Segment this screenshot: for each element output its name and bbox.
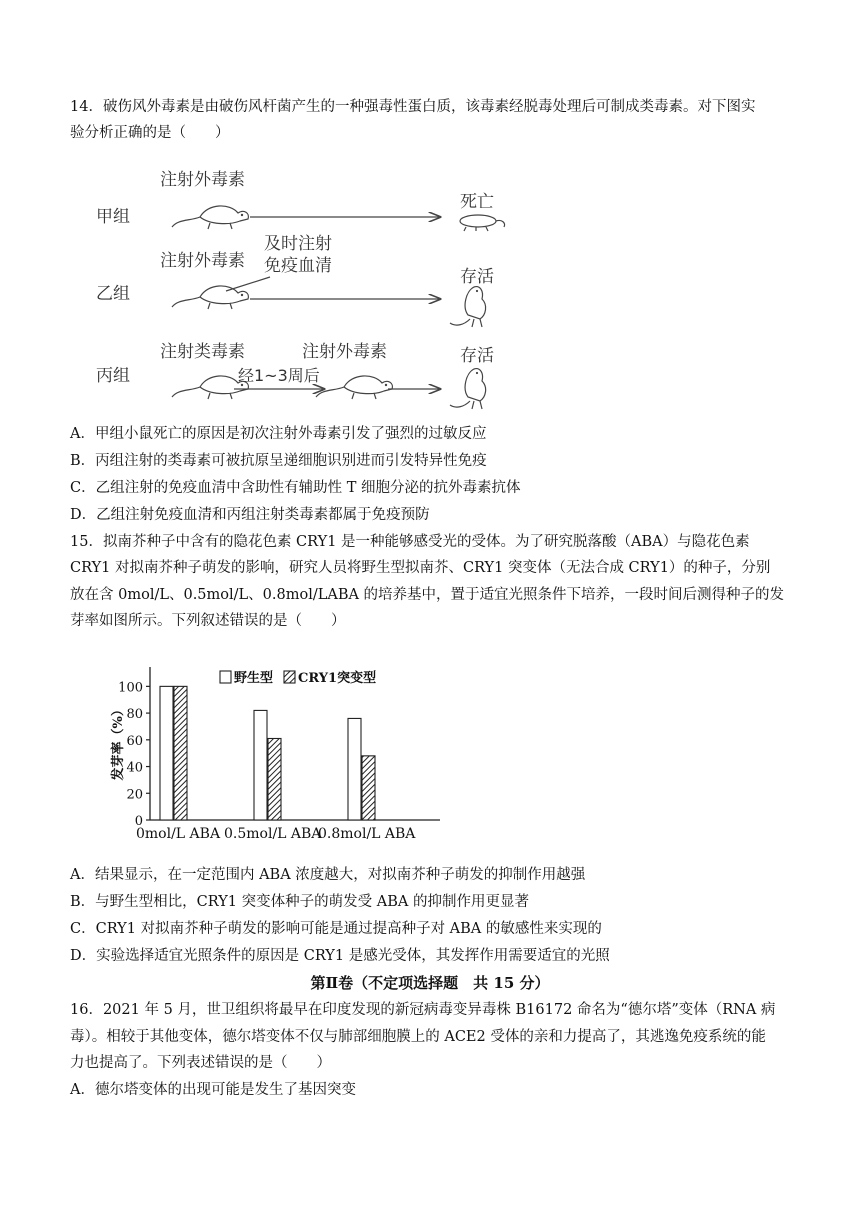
chart-y-tick-label: 40 [126, 760, 143, 776]
group-yi-step1: 注射外毒素 [160, 251, 245, 271]
chart-y-tick-label: 60 [126, 733, 143, 749]
mouse-icon [172, 206, 248, 229]
bar-cry1-mutant [174, 686, 187, 820]
q14-stem-line1: 14．破伤风外毒素是由破伤风杆菌产生的一种强毒性蛋白质，该毒素经脱毒处理后可制成类毒素。对下图实 [70, 99, 756, 115]
chart-category-label: 0.5mol/L ABA [224, 826, 322, 842]
q15-option-c: C．CRY1 对拟南芥种子萌发的影响可能是通过提高种子对 ABA 的敏感性来实现的 [70, 921, 602, 937]
alive-mouse-icon [450, 369, 486, 409]
q16-option-a: A．德尔塔变体的出现可能是发生了基因突变 [70, 1082, 356, 1098]
group-bing-step2: 注射外毒素 [302, 342, 387, 362]
group-yi-label: 乙组 [96, 284, 130, 304]
q16-stem-line2: 毒）。相较于其他变体，德尔塔变体不仅与肺部细胞膜上的 ACE2 受体的亲和力提高了，其逃逸免疫系统的能 [70, 1029, 766, 1045]
q16-stem-line1: 16．2021 年 5 月，世卫组织将最早在印度发现的新冠病毒变异毒株 B16172 命名为“德尔塔”变体（RNA 病 [70, 1002, 776, 1018]
bar-wild-type [348, 718, 361, 820]
dead-mouse-icon [460, 215, 505, 231]
mouse-icon [172, 286, 248, 309]
q14-stem-line2: 验分析正确的是（ ） [70, 125, 230, 141]
mouse-icon [172, 376, 248, 399]
legend-swatch-cry1-mutant [284, 671, 295, 683]
q15-option-d: D．实验选择适宜光照条件的原因是 CRY1 是感光受体，其发挥作用需要适宜的光照 [70, 948, 610, 964]
legend-swatch-wild-type [220, 671, 231, 683]
q14-option-c: C．乙组注射的免疫血清中含助性有辅助性 T 细胞分泌的抗外毒素抗体 [70, 480, 521, 496]
q15-stem-line1: 15．拟南芥种子中含有的隐花色素 CRY1 是一种能够感受光的受体。为了研究脱落酸（ABA）与隐花色素 [70, 534, 750, 550]
legend-label-cry1-mutant: CRY1突变型 [298, 671, 377, 686]
group-bing-interval: 经1~3周后 [238, 366, 320, 385]
group-yi-step2-line1: 及时注射 [264, 234, 332, 254]
chart-y-tick-label: 80 [126, 707, 143, 723]
bar-cry1-mutant [362, 756, 375, 820]
q16-stem-line3: 力也提高了。下列表述错误的是（ ） [70, 1055, 331, 1071]
germination-bar-chart [0, 655, 860, 850]
q14-option-d: D．乙组注射免疫血清和丙组注射类毒素都属于免疫预防 [70, 507, 430, 523]
q15-stem-line2: CRY1 对拟南芥种子萌发的影响，研究人员将野生型拟南芥、CRY1 突变体（无法合成 CRY1）的种子，分别 [70, 560, 771, 576]
section-heading: 第Ⅱ卷（不定项选择题 共 15 分） [310, 974, 550, 992]
group-jia-result: 死亡 [460, 192, 494, 212]
group-jia-label: 甲组 [96, 207, 130, 227]
group-jia-step1: 注射外毒素 [160, 170, 245, 190]
group-bing-step1: 注射类毒素 [160, 342, 245, 362]
q14-option-b: B．丙组注射的类毒素可被抗原呈递细胞识别进而引发特异性免疫 [70, 453, 487, 469]
group-yi-step2-line2: 免疫血清 [264, 256, 332, 276]
alive-mouse-icon [450, 287, 486, 327]
mouse-icon [316, 376, 392, 399]
chart-y-tick-label: 100 [118, 680, 143, 696]
q14-experiment-figure [0, 155, 860, 415]
q15-stem-line4: 芽率如图所示。下列叙述错误的是（ ） [70, 613, 346, 629]
bar-wild-type [160, 686, 173, 820]
legend-label-wild-type: 野生型 [234, 671, 274, 686]
chart-y-axis-label: 发芽率（%） [111, 703, 126, 781]
q14-option-a: A．甲组小鼠死亡的原因是初次注射外毒素引发了强烈的过敏反应 [70, 426, 487, 442]
q15-stem-line3: 放在含 0mol/L、0.5mol/L、0.8mol/LABA 的培养基中，置于适宜光照条件下培养，一段时间后测得种子的发 [70, 587, 785, 603]
chart-category-label: 0.8mol/L ABA [318, 826, 416, 842]
group-bing-result: 存活 [460, 346, 494, 366]
bar-cry1-mutant [268, 738, 281, 820]
chart-category-label: 0mol/L ABA [136, 826, 221, 842]
group-bing-label: 丙组 [96, 366, 130, 386]
chart-y-tick-label: 0 [134, 814, 143, 829]
bar-wild-type [254, 710, 267, 820]
q15-option-a: A．结果显示，在一定范围内 ABA 浓度越大，对拟南芥种子萌发的抑制作用越强 [70, 867, 586, 883]
group-yi-result: 存活 [460, 267, 494, 287]
chart-y-tick-label: 20 [126, 787, 143, 803]
q15-option-b: B．与野生型相比，CRY1 突变体种子的萌发受 ABA 的抑制作用更显著 [70, 894, 529, 910]
